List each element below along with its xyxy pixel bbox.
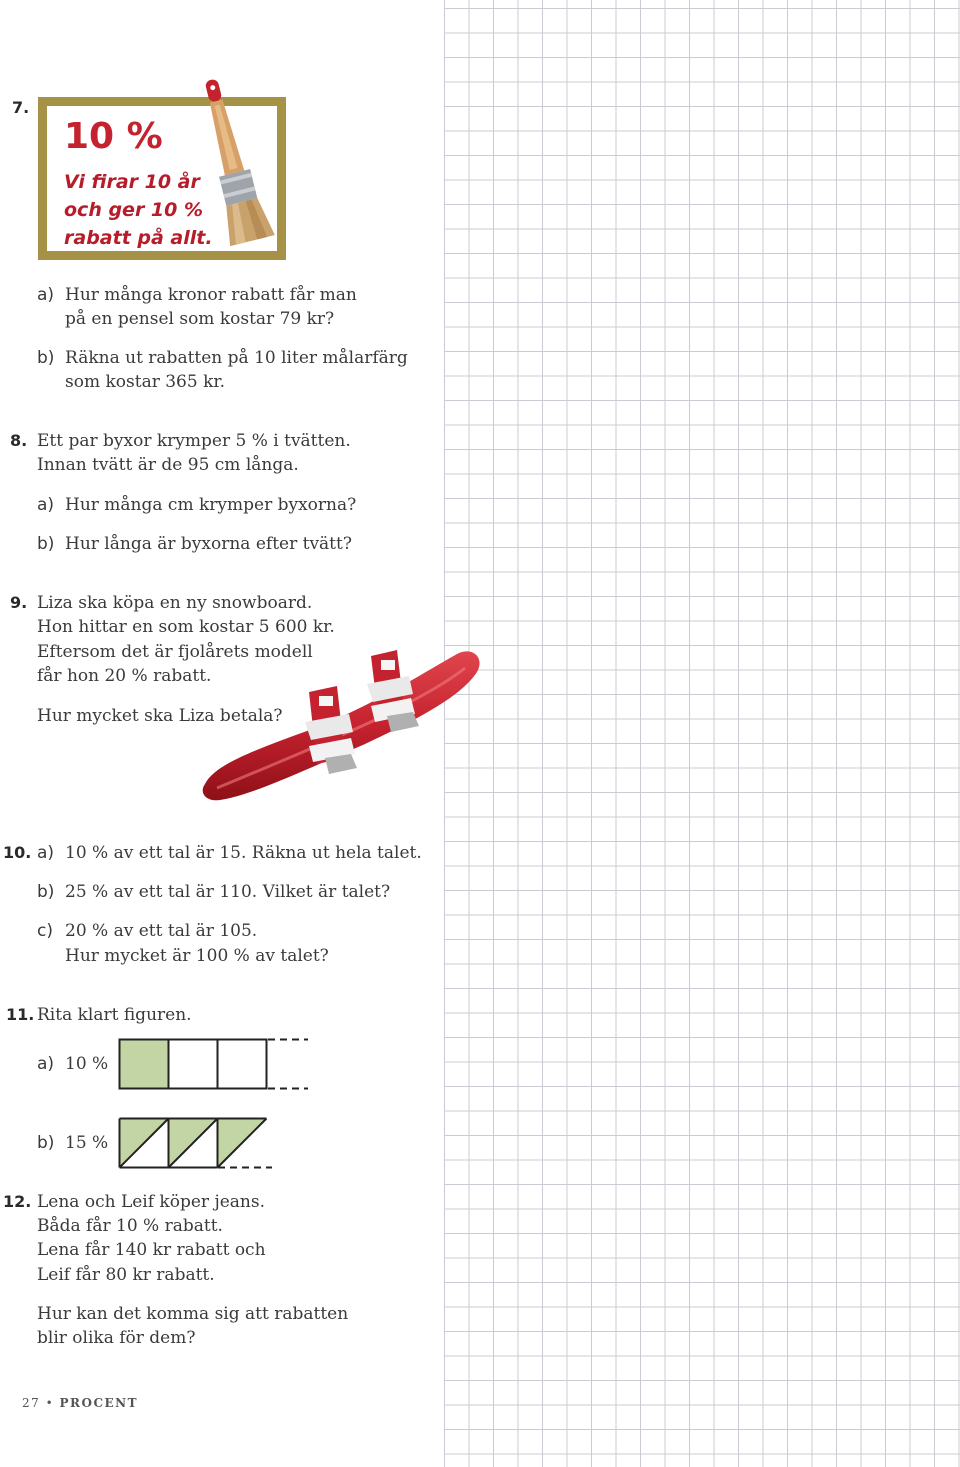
sale-sign-headline: 10 %	[64, 116, 163, 157]
page-number: 27	[22, 1396, 41, 1410]
task-7b-line-2: som kostar 365 kr.	[65, 372, 226, 392]
task-11a-value: 10 %	[65, 1054, 109, 1074]
task-10c-line-2: Hur mycket är 100 % av talet?	[65, 946, 329, 966]
task-12-question-2: blir olika för dem?	[37, 1328, 196, 1348]
task-9-line-2: Hon hittar en som kostar 5 600 kr.	[37, 617, 335, 637]
figure-11a-square-3	[218, 1040, 267, 1089]
sale-sign-line-1: Vi firar 10 år	[64, 171, 200, 193]
task-12-question-1: Hur kan det komma sig att rabatten	[37, 1304, 349, 1324]
task-10c-label: c)	[37, 921, 53, 941]
figure-11a-square-2	[169, 1040, 218, 1089]
binding-left	[305, 686, 357, 774]
task-7-number: 7.	[12, 98, 30, 117]
task-10-number: 10.	[3, 843, 32, 862]
task-11a-label: a)	[37, 1054, 55, 1074]
task-10b-label: b)	[37, 882, 55, 902]
task-8-line-1: Ett par byxor krymper 5 % i tvätten.	[37, 431, 351, 451]
sale-sign-line-2: och ger 10 %	[64, 199, 204, 221]
snowboard-icon	[195, 632, 485, 812]
task-7b-label: b)	[37, 348, 55, 368]
task-12-line-1: Lena och Leif köper jeans.	[37, 1192, 265, 1212]
figure-11a-shaded-square	[120, 1040, 169, 1089]
chapter-title: PROCENT	[59, 1396, 139, 1410]
page-footer	[22, 1396, 138, 1410]
grid-paper	[444, 0, 960, 1467]
task-8-line-2: Innan tvätt är de 95 cm långa.	[37, 455, 299, 475]
task-8-number: 8.	[10, 431, 28, 450]
sale-sign-line-3: rabatt på allt.	[64, 227, 213, 249]
task-9-line-4: får hon 20 % rabatt.	[37, 666, 212, 686]
task-9-number: 9.	[10, 593, 28, 612]
task-12-line-3: Lena får 140 kr rabatt och	[37, 1240, 266, 1260]
task-8b-text: Hur långa är byxorna efter tvätt?	[65, 534, 352, 554]
task-10a-text: 10 % av ett tal är 15. Räkna ut hela talet.	[65, 843, 422, 863]
footer-separator: •	[45, 1396, 55, 1410]
task-11-text: Rita klart figuren.	[37, 1005, 192, 1025]
task-7a-line-1: Hur många kronor rabatt får man	[65, 285, 357, 305]
figure-11a	[118, 1036, 310, 1092]
paintbrush-icon	[192, 72, 282, 247]
task-10b-text: 25 % av ett tal är 110. Vilket är talet?	[65, 882, 391, 902]
task-9-line-3: Eftersom det är fjolårets modell	[37, 642, 313, 662]
task-11b-value: 15 %	[65, 1133, 109, 1153]
task-12-number: 12.	[3, 1192, 32, 1211]
task-8a-text: Hur många cm krymper byxorna?	[65, 495, 357, 515]
task-9-question: Hur mycket ska Liza betala?	[37, 706, 283, 726]
task-12-line-4: Leif får 80 kr rabatt.	[37, 1265, 215, 1285]
task-7a-label: a)	[37, 285, 55, 305]
task-8b-label: b)	[37, 534, 55, 554]
task-7b-line-1: Räkna ut rabatten på 10 liter målarfärg	[65, 348, 408, 368]
task-8a-label: a)	[37, 495, 55, 515]
figure-11b	[118, 1115, 274, 1171]
task-10c-line-1: 20 % av ett tal är 105.	[65, 921, 258, 941]
task-10a-label: a)	[37, 843, 55, 863]
task-7a-line-2: på en pensel som kostar 79 kr?	[65, 309, 335, 329]
task-12-line-2: Båda får 10 % rabatt.	[37, 1216, 223, 1236]
task-11b-label: b)	[37, 1133, 55, 1153]
binding-right	[367, 650, 419, 732]
task-9-line-1: Liza ska köpa en ny snowboard.	[37, 593, 313, 613]
task-11-number: 11.	[6, 1005, 35, 1024]
